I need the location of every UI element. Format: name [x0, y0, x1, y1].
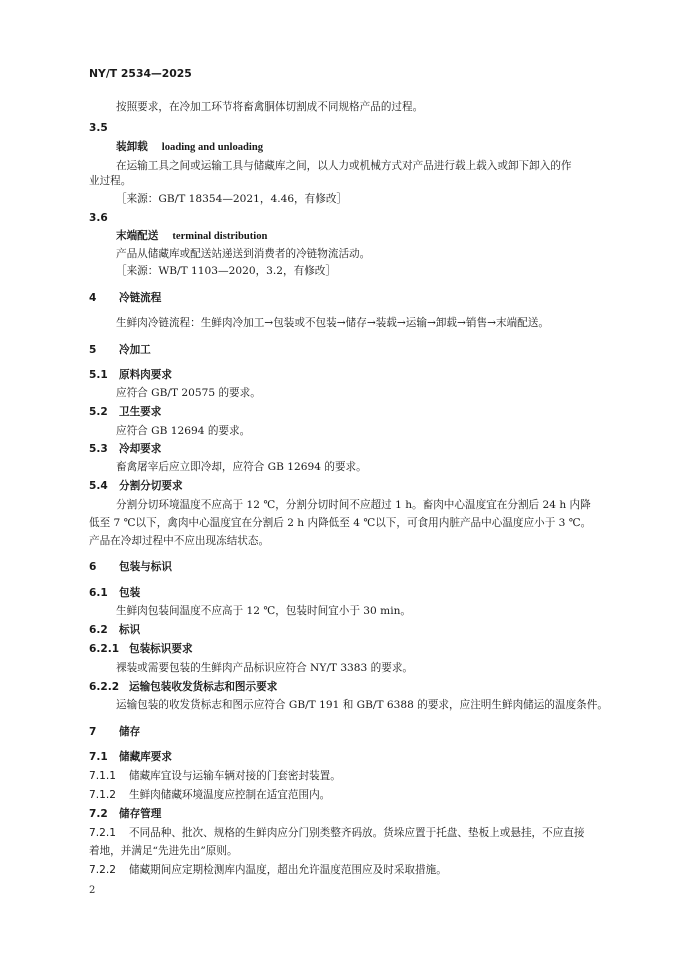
clause-number: 7.1.1	[89, 770, 116, 782]
paragraph-line: 低至 7 ℃以下，禽肉中心温度宜在分割后 2 h 内降低至 4 ℃以下，可食用内脏产品中心温度应小于 3 ℃。	[89, 517, 592, 529]
clause-number: 3.5	[89, 122, 108, 134]
paragraph-line: 业过程。	[89, 175, 132, 187]
clause-text: 储藏期间应定期检测库内温度，超出允许温度范围应及时采取措施。	[129, 864, 447, 876]
paragraph-line: 应符合 GB 12694 的要求。	[116, 425, 251, 437]
subsection-title: 原料肉要求	[119, 369, 172, 381]
subsection-number: 7.2	[89, 808, 108, 820]
subsection-heading	[89, 750, 172, 764]
paragraph-line: 应符合 GB/T 20575 的要求。	[116, 387, 261, 399]
paragraph-line: 按照要求，在冷加工环节将畜禽胴体切割成不同规格产品的过程。	[116, 101, 424, 113]
subsection-number: 6.1	[89, 587, 108, 599]
clause-number: 7.2.2	[89, 864, 116, 876]
page-number: 2	[89, 885, 96, 896]
paragraph-line: 裸装或需要包装的生鲜肉产品标识应符合 NY/T 3383 的要求。	[116, 662, 414, 674]
paragraph-line: 着地，并满足“先进先出”原则。	[89, 845, 238, 857]
clause-line	[89, 826, 585, 840]
clause-text: 不同品种、批次、规格的生鲜肉应分门别类整齐码放。货垛应置于托盘、垫板上或悬挂，不应直接	[129, 827, 585, 839]
subsubsection-title: 包装标识要求	[129, 643, 193, 655]
term-heading	[116, 229, 267, 244]
subsection-title: 冷却要求	[119, 443, 162, 455]
clause-line	[89, 788, 330, 802]
term-english: loading and unloading	[161, 142, 264, 153]
subsection-heading	[89, 586, 140, 600]
section-number: 6	[89, 561, 97, 573]
subsection-heading	[89, 442, 161, 456]
subsubsection-number: 6.2.2	[89, 681, 120, 693]
paragraph-line: 运输包装的收发货标志和图示应符合 GB/T 191 和 GB/T 6388 的要求，应注明生鲜肉储运的温度条件。	[116, 699, 608, 711]
subsection-title: 储藏库要求	[119, 751, 172, 763]
section-title: 冷链流程	[119, 292, 162, 304]
subsubsection-number: 6.2.1	[89, 643, 120, 655]
paragraph-line: 畜禽屠宰后应立即冷却，应符合 GB 12694 的要求。	[116, 461, 367, 473]
subsection-heading	[89, 807, 161, 821]
paragraph-line: 分割分切环境温度不应高于 12 ℃，分割分切时间不应超过 1 h。畜肉中心温度宜在分割后 24 h 内降	[116, 499, 591, 511]
subsection-title: 分割分切要求	[119, 480, 183, 492]
subsection-heading	[89, 368, 172, 382]
section-heading	[89, 343, 151, 357]
paragraph-line: 产品从储藏库或配送站递送到消费者的冷链物流活动。	[116, 248, 371, 260]
source-note: ［来源：WB/T 1103—2020，3.2，有修改］	[116, 265, 336, 277]
term-chinese: 末端配送	[116, 230, 159, 242]
section-heading	[89, 291, 161, 305]
section-title: 储存	[119, 726, 141, 738]
subsection-title: 储存管理	[119, 808, 162, 820]
clause-number: 3.6	[89, 212, 108, 224]
subsection-number: 5.4	[89, 480, 108, 492]
clause-line	[89, 769, 341, 783]
clause-line	[89, 863, 447, 877]
subsection-title: 包装	[119, 587, 141, 599]
subsection-heading	[89, 623, 140, 637]
section-title: 包装与标识	[119, 561, 172, 573]
subsection-number: 6.2	[89, 624, 108, 636]
clause-text: 生鲜肉储藏环境温度应控制在适宜范围内。	[129, 789, 331, 801]
term-english: terminal distribution	[172, 231, 268, 242]
section-number: 4	[89, 292, 97, 304]
subsection-number: 7.1	[89, 751, 108, 763]
subsection-number: 5.1	[89, 369, 108, 381]
term-chinese: 装卸载	[116, 141, 148, 153]
paragraph-line: 生鲜肉包装间温度不应高于 12 ℃，包装时间宜小于 30 min。	[116, 605, 412, 617]
term-heading	[116, 140, 263, 155]
subsubsection-heading	[89, 642, 193, 656]
paragraph-line: 产品在冷却过程中不应出现冻结状态。	[89, 535, 270, 547]
clause-number: 7.1.2	[89, 789, 116, 801]
clause-number: 7.2.1	[89, 827, 116, 839]
section-heading	[89, 560, 172, 574]
subsection-heading	[89, 405, 161, 419]
subsection-title: 标识	[119, 624, 141, 636]
paragraph-line: 生鲜肉冷链流程：生鲜肉冷加工→包装或不包装→储存→装载→运输→卸载→销售→末端配送。	[116, 317, 549, 329]
subsection-number: 5.3	[89, 443, 108, 455]
subsection-number: 5.2	[89, 406, 108, 418]
section-heading	[89, 725, 140, 739]
subsection-heading	[89, 479, 183, 493]
paragraph-line: 在运输工具之间或运输工具与储藏库之间，以人力或机械方式对产品进行载上载入或卸下卸入的作	[116, 160, 572, 172]
document-code: NY/T 2534—2025	[89, 67, 192, 80]
subsubsection-heading	[89, 680, 277, 694]
subsubsection-title: 运输包装收发货标志和图示要求	[129, 681, 278, 693]
clause-text: 储藏库宜设与运输车辆对接的门套密封装置。	[129, 770, 341, 782]
section-number: 5	[89, 344, 97, 356]
section-title: 冷加工	[119, 344, 151, 356]
subsection-title: 卫生要求	[119, 406, 162, 418]
section-number: 7	[89, 726, 97, 738]
source-note: ［来源：GB/T 18354—2021，4.46，有修改］	[116, 193, 348, 205]
